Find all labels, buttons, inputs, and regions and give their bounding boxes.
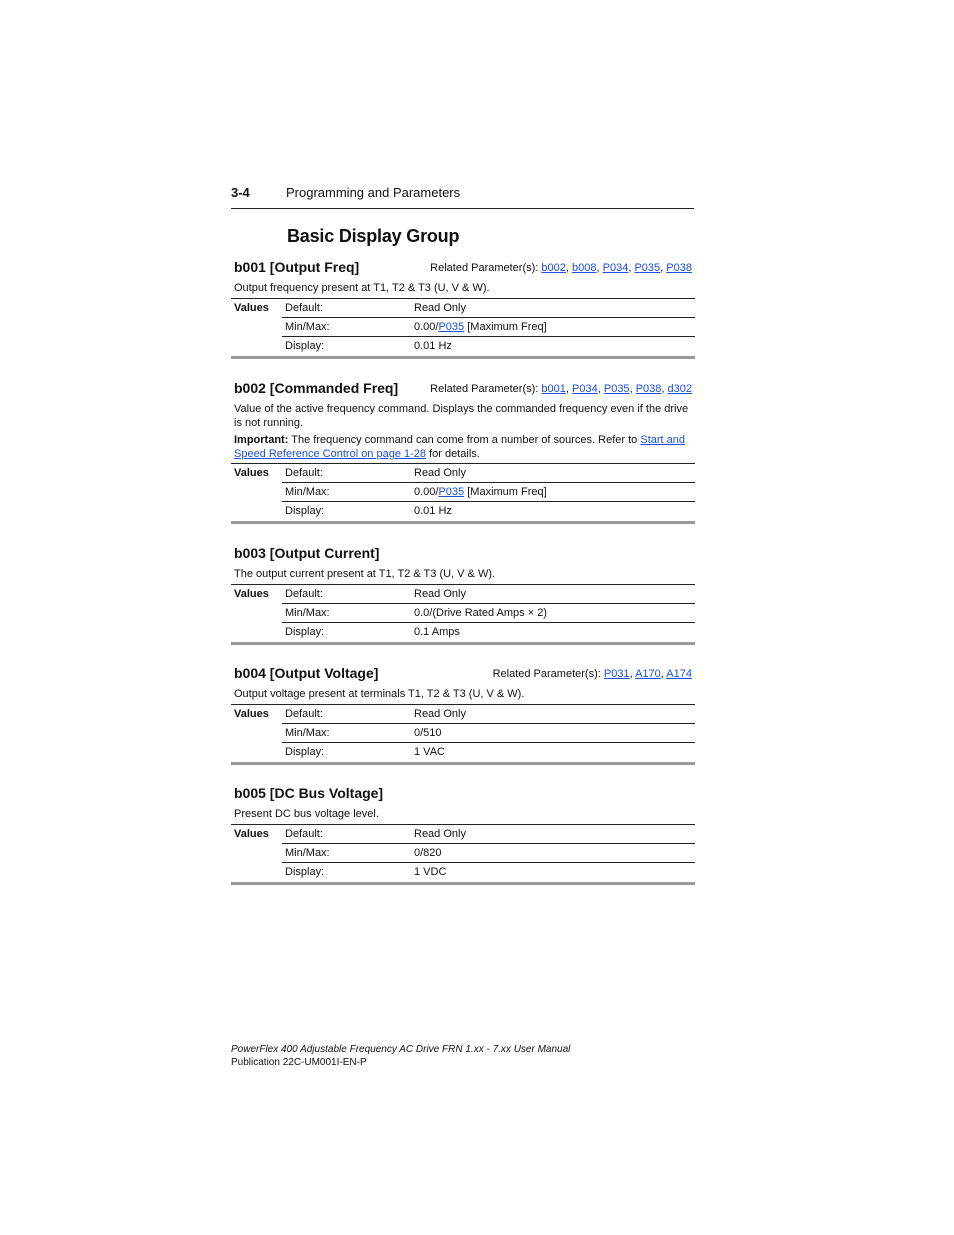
default-value: Read Only (414, 467, 466, 479)
minmax-key: Min/Max: (285, 847, 330, 859)
minmax-link-p035[interactable]: P035 (438, 486, 465, 498)
related-label: Related Parameter(s): (430, 262, 539, 274)
default-key: Default: (285, 467, 323, 479)
display-key: Display: (285, 746, 325, 758)
related-link-p034[interactable]: P034 (572, 383, 598, 395)
display-value: 0.01 Hz (414, 505, 452, 517)
param-description: The output current present at T1, T2 & T3 (U, V & W). (234, 568, 496, 580)
related-label: Related Parameter(s): (492, 668, 601, 680)
related-link-b008[interactable]: b008 (572, 262, 597, 274)
related-link-p031[interactable]: P031 (603, 668, 630, 680)
related-link-a170[interactable]: A170 (635, 668, 661, 680)
values-table (231, 704, 695, 765)
page-number: 3-4 (231, 185, 250, 200)
header-rule (231, 208, 694, 209)
default-value: Read Only (414, 708, 466, 720)
default-value: Read Only (414, 828, 466, 840)
minmax-value: 0.00/P035 [Maximum Freq] (414, 486, 547, 498)
display-value: 0.1 Amps (414, 626, 460, 638)
values-label: Values (234, 467, 269, 479)
related-link-b001[interactable]: b001 (541, 383, 566, 395)
minmax-link-p035[interactable]: P035 (438, 321, 465, 333)
related-link-p035[interactable]: P035 (603, 383, 630, 395)
param-b001 (231, 259, 695, 359)
display-key: Display: (285, 340, 325, 352)
values-label: Values (234, 588, 269, 600)
param-name: b003 [Output Current] (234, 545, 380, 561)
param-b002 (231, 380, 695, 524)
display-key: Display: (285, 626, 325, 638)
minmax-key: Min/Max: (285, 607, 330, 619)
default-key: Default: (285, 708, 323, 720)
related-parameters: Related Parameter(s): b001, P034, P035, P038, d302 (430, 383, 692, 395)
param-name: b001 [Output Freq] (234, 259, 360, 275)
values-label: Values (234, 302, 269, 314)
values-table (231, 584, 695, 645)
param-name: b004 [Output Voltage] (234, 665, 379, 681)
values-table (231, 463, 695, 524)
values-label: Values (234, 708, 269, 720)
related-link-a174[interactable]: A174 (666, 668, 692, 680)
display-key: Display: (285, 866, 325, 878)
important-link[interactable]: Start and Speed Reference Control on page 1-28 (234, 434, 685, 460)
minmax-key: Min/Max: (285, 727, 330, 739)
related-parameters: Related Parameter(s): P031, A170, A174 (492, 668, 692, 680)
param-name: b005 [DC Bus Voltage] (234, 785, 384, 801)
related-link-b002[interactable]: b002 (541, 262, 566, 274)
param-name: b002 [Commanded Freq] (234, 380, 399, 396)
param-description: Present DC bus voltage level. (234, 808, 379, 820)
footer-manual-title: PowerFlex 400 Adjustable Frequency AC Drive FRN 1.xx - 7.xx User Manual (231, 1044, 571, 1055)
default-value: Read Only (414, 588, 466, 600)
param-b005 (231, 785, 695, 885)
related-link-d302[interactable]: d302 (667, 383, 692, 395)
minmax-value: 0/510 (414, 727, 442, 739)
footer-publication: Publication 22C-UM001I-EN-P (231, 1057, 367, 1068)
related-link-p038[interactable]: P038 (635, 383, 662, 395)
display-value: 1 VAC (414, 746, 445, 758)
related-link-p034[interactable]: P034 (602, 262, 629, 274)
param-b004 (231, 665, 695, 765)
important-note: Important: The frequency command can come from a number of sources. Refer to Start and Speed Reference Control on page 1-28 for details. (234, 434, 685, 460)
related-parameters: Related Parameter(s): b002, b008, P034, P035, P038 (430, 262, 692, 274)
display-value: 1 VDC (414, 866, 447, 878)
related-link-p038[interactable]: P038 (666, 262, 692, 274)
related-link-p035[interactable]: P035 (634, 262, 661, 274)
section-title: Programming and Parameters (286, 185, 461, 200)
default-key: Default: (285, 588, 323, 600)
minmax-value: 0.00/P035 [Maximum Freq] (414, 321, 547, 333)
values-table (231, 824, 695, 885)
default-key: Default: (285, 302, 323, 314)
minmax-value: 0.0/(Drive Rated Amps × 2) (414, 607, 547, 619)
default-key: Default: (285, 828, 323, 840)
param-b003 (231, 545, 695, 645)
param-description: Output voltage present at terminals T1, T2 & T3 (U, V & W). (234, 688, 525, 700)
param-description: Value of the active frequency command. Displays the commanded frequency even if the drive is not running. (234, 403, 689, 429)
param-description: Output frequency present at T1, T2 & T3 (U, V & W). (234, 282, 490, 294)
values-table (231, 298, 695, 359)
display-key: Display: (285, 505, 325, 517)
group-title: Basic Display Group (287, 226, 460, 246)
minmax-key: Min/Max: (285, 486, 330, 498)
display-value: 0.01 Hz (414, 340, 452, 352)
minmax-key: Min/Max: (285, 321, 330, 333)
minmax-value: 0/820 (414, 847, 442, 859)
default-value: Read Only (414, 302, 466, 314)
related-label: Related Parameter(s): (430, 383, 539, 395)
values-label: Values (234, 828, 269, 840)
